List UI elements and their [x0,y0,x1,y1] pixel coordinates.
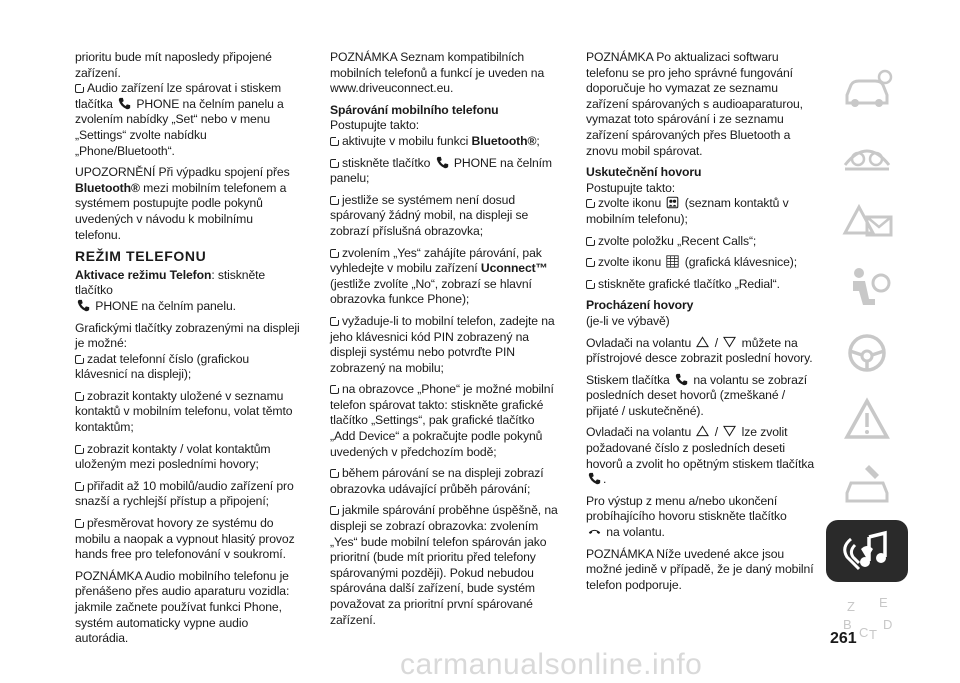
list-item: zobrazit kontakty uložené v seznamu kontaktů v mobilním telefonu, volat těmto kontaktům; [75,388,293,435]
paragraph: Postupujte takto: [330,118,420,133]
chapter-sidebar [826,58,908,652]
page-number: 261 [830,630,857,647]
bullet-icon [330,469,339,478]
paragraph: Aktivace režimu Telefon: stiskněte tlačítko PHONE na čelním panelu. [75,267,266,313]
list-item: přiřadit až 10 mobilů/audio zařízení pro snazší a rychlejší přístup a připojení; [75,478,294,509]
multimedia-icon [839,527,895,575]
section-heading: Spárování mobilního telefonu [330,102,499,117]
bullet-icon [330,137,339,146]
chapter-tab-multimedia[interactable] [826,520,908,582]
section-heading: REŽIM TELEFONU [75,248,207,265]
list-item: během párování se na displeji zobrazí obrazovka udávající průběh párování; [330,466,544,496]
paragraph: Ovladači na volantu / lze zvolit požadované číslo z posledních deseti hovorů a zvolit ho opětným stiskem tlačítka . [586,425,815,487]
paragraph: POZNÁMKA Seznam kompatibilních mobilních telefonů a funkcí je uveden na www.driveuconnect.eu. [330,50,545,96]
index-letter: C [859,625,869,640]
chapter-tab-safety[interactable] [826,256,908,318]
list-item: na obrazovce „Phone“ je možné mobilní telefon spárovat takto: stiskněte grafické tlačítko „Settings“, pak grafické tlačítko „Add Device“ a pokračujte podle pokynů uvedených v předchozím bodě; [330,382,554,459]
phone-icon [436,156,449,169]
list-item: aktivujte v mobilu funkci Bluetooth®; [330,134,560,150]
bullet-icon [75,519,84,528]
phone-icon [77,299,90,312]
list-item: zvolte ikonu (grafická klávesnice); [586,255,818,271]
list-item: zvolte položku „Recent Calls“; [586,234,818,250]
keypad-icon [666,255,679,268]
paragraph: Grafickými tlačítky zobrazenými na displeji je možné: [75,320,300,351]
chapter-tab-vehicle[interactable] [826,58,908,120]
bullet-item: Audio zařízení lze spárovat i stiskem tlačítka PHONE na čelním panelu a zvolením nabídky „Set“ nebo v menu „Settings“ zvolte nabídku „Phone/Bluetooth“. [75,81,284,158]
list-item: zvolením „Yes“ zahájíte párování, pak vyhledejte v mobilu zařízení Uconnect™ (jestliže zvolíte „No“, zobrazí se hlavní obrazovka funkce Phone); [330,245,548,307]
list-item: stiskněte grafické tlačítko „Redial“. [586,277,818,293]
up-arrow-icon [696,336,709,348]
column-3 [586,50,818,599]
chapter-tab-driving[interactable] [826,322,908,384]
list-item: zobrazit kontakty / volat kontaktům uloženým mezi posledními hovory; [75,441,271,472]
warning-message-icon [839,197,895,245]
airbag-safety-icon [839,263,895,311]
bullet-icon [330,249,339,258]
hang-up-icon [588,525,601,538]
list-item: stiskněte tlačítko PHONE na čelním panelu; [330,155,552,186]
index-letter: Z [847,599,855,614]
list-item: přesměrovat hovory ze systému do mobilu a naopak a vypnout hlasitý provoz hands free pro telefonování v soukromí. [75,516,295,562]
bullet-icon [586,199,595,208]
bullet-icon [586,237,595,246]
bullet-icon [75,392,84,401]
wrench-car-icon [839,461,895,509]
paragraph: UPOZORNĚNÍ Při výpadku spojení přes Bluetooth® mezi mobilním telefonem a systémem postupujte podle pokynů uvedených v návodu k mobilnímu telefonu. [75,165,290,242]
index-letter: T [869,627,877,641]
paragraph: Postupujte takto: [586,180,676,195]
bullet-icon [330,159,339,168]
section-heading: Procházení hovory [586,298,694,313]
chapter-tab-warnings[interactable] [826,190,908,252]
paragraph: POZNÁMKA Audio mobilního telefonu je přenášeno přes audio aparaturu vozidla: jakmile začnete používat funkci Phone, systém automaticky vypne audio autorádia. [75,568,290,646]
chapter-tab-emergency[interactable] [826,388,908,450]
contacts-icon [666,196,679,209]
bullet-icon [586,280,595,289]
down-arrow-icon [723,336,736,348]
index-letter: B [843,617,852,632]
column-1 [75,50,300,653]
bullet-icon [75,84,84,93]
list-item: vyžaduje-li to mobilní telefon, zadejte na jeho klávesnici kód PIN zobrazený na displeji systému nebo potvrďte PIN zobrazený na mobilu; [330,313,555,375]
steering-wheel-icon [839,329,895,377]
paragraph: Pro výstup z menu a/nebo ukončení probíhajícího hovoru stiskněte tlačítko na volantu. [586,493,787,540]
bullet-icon [330,317,339,326]
list-item: jakmile spárování proběhne úspěšně, na displeji se zobrazí obrazovka: zvolením „Yes“ bude mobilní telefon spárován jako prioritní (bude mít prioritu před telefony spárovanými později). Pokud nebudou spárována další zařízení, bude systém považovat za prioritní první spárované zařízení. [330,503,558,627]
bullet-icon [75,482,84,491]
bullet-icon [75,355,84,364]
bullet-icon [330,196,339,205]
up-arrow-icon [696,425,709,437]
bullet-icon [586,258,595,267]
section-heading: Uskutečnění hovoru [586,165,702,180]
list-item: jestliže se systémem není dosud spárovaný žádný mobil, na displeji se zobrazí příslušná obrazovka; [330,192,529,238]
index-letter: E [879,595,888,610]
phone-icon [675,373,688,386]
bullet-icon [75,445,84,454]
emergency-icon [839,395,895,443]
paragraph: prioritu bude mít naposledy připojené zařízení. [75,50,272,80]
list-item: zvolte ikonu (seznam kontaktů v mobilním telefonu); [586,196,789,226]
list-item: zadat telefonní číslo (grafickou klávesnicí na displeji); [75,351,250,382]
chapter-tab-dashboard[interactable] [826,124,908,186]
bullet-list [75,352,300,563]
car-info-icon [839,65,895,113]
watermark: carmanualsonline.info [400,648,703,681]
phone-icon [588,472,601,485]
chapter-tab-maintenance[interactable] [826,454,908,516]
paragraph: Stiskem tlačítka na volantu se zobrazí posledních deset hovorů (zmeškané / přijaté / uskutečněné). [586,372,808,418]
paragraph: POZNÁMKA Níže uvedené akce jsou možné jedině v případě, že je daný mobilní telefon podporuje. [586,546,814,592]
column-2 [330,50,560,634]
dashboard-icon [839,131,895,179]
paragraph: Ovladači na volantu / můžete na přístrojové desce zobrazit poslední hovory. [586,335,813,366]
phone-icon [118,97,131,110]
index-letter: D [883,617,893,632]
paragraph: POZNÁMKA Po aktualizaci softwaru telefonu se pro jeho správné fungování doporučuje ho vymazat ze seznamu zařízení spárovaných s audioaparaturou, vymazat toto spárování i ze seznamu zařízení spárovaných přes Bluetooth a znovu mobil spárovat. [586,50,803,158]
bullet-icon [330,385,339,394]
paragraph: (je-li ve výbavě) [586,313,670,328]
bullet-icon [330,506,339,515]
down-arrow-icon [723,425,736,437]
